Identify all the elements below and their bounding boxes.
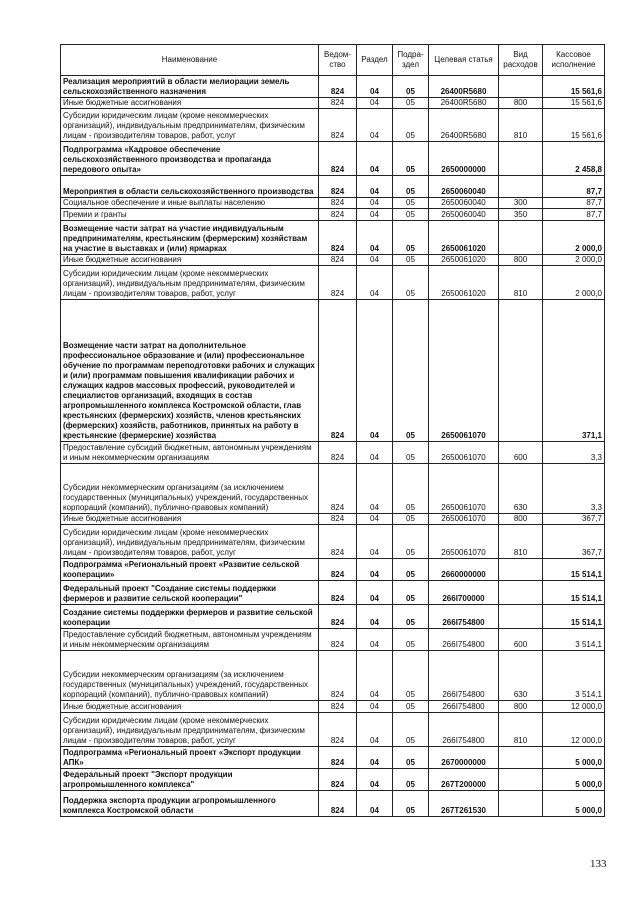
row-razdel-cell: 04 xyxy=(357,176,393,198)
row-vid-raskhodov-cell: 600 xyxy=(499,442,543,464)
row-summa-cell: 3,3 xyxy=(543,464,605,514)
row-name-cell: Субсидии юридическим лицам (кроме некоммерческих организаций), индивидуальным предпринимателям, физическим лицам - производителям товаров, работ, услуг xyxy=(61,525,319,559)
row-vedomstvo-cell: 824 xyxy=(319,559,357,581)
row-vid-raskhodov-cell xyxy=(499,581,543,605)
row-tselevaya-statya-cell: 2650061070 xyxy=(429,464,499,514)
row-podrazdel-cell: 05 xyxy=(393,76,429,98)
row-podrazdel-cell: 05 xyxy=(393,629,429,651)
row-podrazdel-cell: 05 xyxy=(393,701,429,713)
row-vid-raskhodov-cell: 800 xyxy=(499,701,543,713)
row-tselevaya-statya-cell: 2650061020 xyxy=(429,255,499,266)
row-summa-cell: 5 000,0 xyxy=(543,791,605,817)
row-name-cell: Субсидии юридическим лицам (кроме некоммерческих организаций), индивидуальным предпринимателям, физическим лицам - производителям товаров, работ, услуг xyxy=(61,713,319,747)
row-razdel-cell: 04 xyxy=(357,605,393,629)
row-vid-raskhodov-cell: 800 xyxy=(499,514,543,525)
row-podrazdel-cell: 05 xyxy=(393,142,429,176)
row-podrazdel-cell: 05 xyxy=(393,255,429,266)
table-header-row xyxy=(61,45,605,76)
header-vid-raskhodov: Вид расходов xyxy=(499,45,543,76)
table-row xyxy=(61,514,605,525)
table-row xyxy=(61,464,605,514)
row-name-cell: Иные бюджетные ассигнования xyxy=(61,514,319,525)
row-razdel-cell: 04 xyxy=(357,255,393,266)
row-summa-cell: 87,7 xyxy=(543,176,605,198)
row-razdel-cell: 04 xyxy=(357,142,393,176)
row-vid-raskhodov-cell: 630 xyxy=(499,464,543,514)
row-podrazdel-cell: 05 xyxy=(393,221,429,255)
row-summa-cell: 367,7 xyxy=(543,514,605,525)
row-name-cell: Субсидии юридическим лицам (кроме некоммерческих организаций), индивидуальным предпринимателям, физическим лицам - производителям товаров, работ, услуг xyxy=(61,266,319,300)
table-row xyxy=(61,300,605,442)
row-summa-cell: 87,7 xyxy=(543,209,605,221)
row-podrazdel-cell: 05 xyxy=(393,266,429,300)
row-vedomstvo-cell: 824 xyxy=(319,255,357,266)
row-tselevaya-statya-cell: 266I754800 xyxy=(429,713,499,747)
row-razdel-cell: 04 xyxy=(357,651,393,701)
row-summa-cell: 367,7 xyxy=(543,525,605,559)
row-name-cell: Иные бюджетные ассигнования xyxy=(61,701,319,713)
row-vid-raskhodov-cell: 810 xyxy=(499,525,543,559)
row-vid-raskhodov-cell: 810 xyxy=(499,713,543,747)
table-body xyxy=(61,76,605,817)
table-row xyxy=(61,747,605,769)
row-name-cell: Субсидии юридическим лицам (кроме некоммерческих организаций), индивидуальным предпринимателям, физическим лицам - производителям товаров, работ, услуг xyxy=(61,109,319,142)
row-summa-cell: 5 000,0 xyxy=(543,747,605,769)
row-name-cell: Мероприятия в области сельскохозяйственного производства xyxy=(61,176,319,198)
row-razdel-cell: 04 xyxy=(357,76,393,98)
row-vedomstvo-cell: 824 xyxy=(319,769,357,791)
table-row xyxy=(61,713,605,747)
row-tselevaya-statya-cell: 2650060040 xyxy=(429,209,499,221)
row-summa-cell: 12 000,0 xyxy=(543,701,605,713)
row-podrazdel-cell: 05 xyxy=(393,464,429,514)
row-vedomstvo-cell: 824 xyxy=(319,209,357,221)
row-vedomstvo-cell: 824 xyxy=(319,266,357,300)
row-name-cell: Подпрограмма «Региональный проект «Развитие сельской кооперации» xyxy=(61,559,319,581)
row-name-cell: Предоставление субсидий бюджетным, автономным учреждениям и иным некоммерческим организациям xyxy=(61,629,319,651)
row-vedomstvo-cell: 824 xyxy=(319,109,357,142)
table-row xyxy=(61,525,605,559)
row-summa-cell: 2 000,0 xyxy=(543,221,605,255)
row-summa-cell: 3 514,1 xyxy=(543,651,605,701)
row-summa-cell: 3,3 xyxy=(543,442,605,464)
table-row xyxy=(61,769,605,791)
row-tselevaya-statya-cell: 267T200000 xyxy=(429,769,499,791)
row-vedomstvo-cell: 824 xyxy=(319,98,357,109)
row-summa-cell: 87,7 xyxy=(543,198,605,209)
budget-table-page xyxy=(60,44,604,817)
row-tselevaya-statya-cell: 26400R5680 xyxy=(429,98,499,109)
row-razdel-cell: 04 xyxy=(357,221,393,255)
table-row xyxy=(61,266,605,300)
row-podrazdel-cell: 05 xyxy=(393,525,429,559)
row-name-cell: Возмещение части затрат на дополнительное профессиональное образование и (или) профессиональное обучение по программам переподготовки рабочих и служащих и (или) программам повышения квалификации рабочих и служащих кадров массовых профессий, руководителей и специалистов организаций, входящих в состав агропромышленного комплекса Костромской области, глав крестьянских (фермерских) хозяйств, членов крестьянских (фермерских) хозяйств, работников, принятых на работу в крестьянские (фермерские) хозяйства xyxy=(61,300,319,442)
row-name-cell: Премии и гранты xyxy=(61,209,319,221)
row-name-cell: Субсидии некоммерческим организациям (за исключением государственных (муниципальных) учреждений, государственных корпораций (компаний), публично-правовых компаний) xyxy=(61,651,319,701)
row-podrazdel-cell: 05 xyxy=(393,98,429,109)
row-name-cell: Поддержка экспорта продукции агропромышленного комплекса Костромской области xyxy=(61,791,319,817)
row-vid-raskhodov-cell: 600 xyxy=(499,629,543,651)
row-vid-raskhodov-cell xyxy=(499,300,543,442)
row-vid-raskhodov-cell xyxy=(499,747,543,769)
table-row xyxy=(61,221,605,255)
row-vid-raskhodov-cell xyxy=(499,176,543,198)
row-name-cell: Предоставление субсидий бюджетным, автономным учреждениям и иным некоммерческим организациям xyxy=(61,442,319,464)
row-vid-raskhodov-cell: 800 xyxy=(499,255,543,266)
row-vid-raskhodov-cell: 800 xyxy=(499,98,543,109)
row-vedomstvo-cell: 824 xyxy=(319,176,357,198)
row-vedomstvo-cell: 824 xyxy=(319,629,357,651)
table-row xyxy=(61,629,605,651)
table-row xyxy=(61,76,605,98)
row-razdel-cell: 04 xyxy=(357,266,393,300)
row-razdel-cell: 04 xyxy=(357,559,393,581)
row-vedomstvo-cell: 824 xyxy=(319,581,357,605)
row-razdel-cell: 04 xyxy=(357,791,393,817)
row-summa-cell: 15 561,6 xyxy=(543,76,605,98)
table-row xyxy=(61,109,605,142)
row-vedomstvo-cell: 824 xyxy=(319,514,357,525)
row-razdel-cell: 04 xyxy=(357,769,393,791)
row-vid-raskhodov-cell xyxy=(499,142,543,176)
page-number: 133 xyxy=(590,858,607,870)
row-podrazdel-cell: 05 xyxy=(393,581,429,605)
row-tselevaya-statya-cell: 2650061070 xyxy=(429,300,499,442)
row-tselevaya-statya-cell: 2650061020 xyxy=(429,266,499,300)
row-vedomstvo-cell: 824 xyxy=(319,142,357,176)
row-vid-raskhodov-cell xyxy=(499,76,543,98)
row-vedomstvo-cell: 824 xyxy=(319,605,357,629)
row-podrazdel-cell: 05 xyxy=(393,514,429,525)
row-name-cell: Социальное обеспечение и иные выплаты населению xyxy=(61,198,319,209)
row-tselevaya-statya-cell: 266I754800 xyxy=(429,701,499,713)
row-podrazdel-cell: 05 xyxy=(393,176,429,198)
row-razdel-cell: 04 xyxy=(357,581,393,605)
row-podrazdel-cell: 05 xyxy=(393,769,429,791)
row-podrazdel-cell: 05 xyxy=(393,651,429,701)
table-row xyxy=(61,701,605,713)
row-name-cell: Реализация мероприятий в области мелиорации земель сельскохозяйственного назначения xyxy=(61,76,319,98)
row-razdel-cell: 04 xyxy=(357,514,393,525)
row-vid-raskhodov-cell: 300 xyxy=(499,198,543,209)
table-row xyxy=(61,142,605,176)
row-tselevaya-statya-cell: 2650060040 xyxy=(429,176,499,198)
row-razdel-cell: 04 xyxy=(357,109,393,142)
row-podrazdel-cell: 05 xyxy=(393,747,429,769)
row-vedomstvo-cell: 824 xyxy=(319,76,357,98)
table-row xyxy=(61,209,605,221)
row-summa-cell: 2 000,0 xyxy=(543,266,605,300)
row-tselevaya-statya-cell: 266I754800 xyxy=(429,605,499,629)
row-name-cell: Субсидии некоммерческим организациям (за исключением государственных (муниципальных) учреждений, государственных корпораций (компаний), публично-правовых компаний) xyxy=(61,464,319,514)
row-vedomstvo-cell: 824 xyxy=(319,747,357,769)
table-row xyxy=(61,442,605,464)
row-podrazdel-cell: 05 xyxy=(393,209,429,221)
row-tselevaya-statya-cell: 2650061070 xyxy=(429,514,499,525)
row-name-cell: Иные бюджетные ассигнования xyxy=(61,98,319,109)
table-row xyxy=(61,651,605,701)
row-vid-raskhodov-cell xyxy=(499,769,543,791)
row-podrazdel-cell: 05 xyxy=(393,559,429,581)
budget-table xyxy=(60,44,605,817)
row-name-cell: Создание системы поддержки фермеров и развитие сельской кооперации xyxy=(61,605,319,629)
table-row xyxy=(61,581,605,605)
row-vedomstvo-cell: 824 xyxy=(319,651,357,701)
row-name-cell: Возмещение части затрат на участие индивидуальным предпринимателям, крестьянским (фермерским) хозяйствам на участие в выставках и (или) ярмарках xyxy=(61,221,319,255)
row-razdel-cell: 04 xyxy=(357,701,393,713)
row-tselevaya-statya-cell: 266I754800 xyxy=(429,651,499,701)
row-vedomstvo-cell: 824 xyxy=(319,791,357,817)
row-vid-raskhodov-cell xyxy=(499,791,543,817)
row-podrazdel-cell: 05 xyxy=(393,442,429,464)
table-row xyxy=(61,198,605,209)
row-podrazdel-cell: 05 xyxy=(393,605,429,629)
row-vid-raskhodov-cell xyxy=(499,559,543,581)
row-razdel-cell: 04 xyxy=(357,209,393,221)
row-tselevaya-statya-cell: 2650061070 xyxy=(429,525,499,559)
row-podrazdel-cell: 05 xyxy=(393,198,429,209)
row-vid-raskhodov-cell xyxy=(499,605,543,629)
row-tselevaya-statya-cell: 26400R5680 xyxy=(429,109,499,142)
header-name: Наименование xyxy=(61,45,319,76)
row-summa-cell: 12 000,0 xyxy=(543,713,605,747)
row-summa-cell: 15 561,6 xyxy=(543,109,605,142)
header-kassovoe-ispolnenie: Кассовое исполнение xyxy=(543,45,605,76)
row-vedomstvo-cell: 824 xyxy=(319,221,357,255)
header-vedomstvo: Ведом-ство xyxy=(319,45,357,76)
row-name-cell: Подпрограмма «Региональный проект «Экспорт продукции АПК» xyxy=(61,747,319,769)
row-summa-cell: 2 000,0 xyxy=(543,255,605,266)
row-razdel-cell: 04 xyxy=(357,442,393,464)
row-vid-raskhodov-cell: 630 xyxy=(499,651,543,701)
row-tselevaya-statya-cell: 26400R5680 xyxy=(429,76,499,98)
row-tselevaya-statya-cell: 267T261530 xyxy=(429,791,499,817)
row-vedomstvo-cell: 824 xyxy=(319,442,357,464)
row-name-cell: Федеральный проект "Экспорт продукции агропромышленного комплекса" xyxy=(61,769,319,791)
row-tselevaya-statya-cell: 2670000000 xyxy=(429,747,499,769)
row-razdel-cell: 04 xyxy=(357,464,393,514)
header-podrazdel: Подра-здел xyxy=(393,45,429,76)
row-name-cell: Федеральный проект "Создание системы поддержки фермеров и развитие сельской кооперации" xyxy=(61,581,319,605)
header-tselevaya-statya: Целевая статья xyxy=(429,45,499,76)
table-row xyxy=(61,176,605,198)
row-summa-cell: 2 458,8 xyxy=(543,142,605,176)
table-row xyxy=(61,791,605,817)
row-tselevaya-statya-cell: 266I700000 xyxy=(429,581,499,605)
row-vedomstvo-cell: 824 xyxy=(319,701,357,713)
row-razdel-cell: 04 xyxy=(357,98,393,109)
row-tselevaya-statya-cell: 2650061070 xyxy=(429,442,499,464)
row-vid-raskhodov-cell: 810 xyxy=(499,266,543,300)
row-vid-raskhodov-cell xyxy=(499,221,543,255)
row-summa-cell: 15 514,1 xyxy=(543,559,605,581)
header-razdel: Раздел xyxy=(357,45,393,76)
row-summa-cell: 5 000,0 xyxy=(543,769,605,791)
row-vedomstvo-cell: 824 xyxy=(319,525,357,559)
table-row xyxy=(61,605,605,629)
row-tselevaya-statya-cell: 2650061020 xyxy=(429,221,499,255)
row-summa-cell: 15 514,1 xyxy=(543,605,605,629)
row-razdel-cell: 04 xyxy=(357,747,393,769)
row-tselevaya-statya-cell: 2660000000 xyxy=(429,559,499,581)
row-vid-raskhodov-cell: 810 xyxy=(499,109,543,142)
row-vedomstvo-cell: 824 xyxy=(319,713,357,747)
row-summa-cell: 371,1 xyxy=(543,300,605,442)
row-summa-cell: 15 514,1 xyxy=(543,581,605,605)
row-tselevaya-statya-cell: 2650060040 xyxy=(429,198,499,209)
row-tselevaya-statya-cell: 2650000000 xyxy=(429,142,499,176)
row-vedomstvo-cell: 824 xyxy=(319,300,357,442)
table-row xyxy=(61,559,605,581)
row-vedomstvo-cell: 824 xyxy=(319,198,357,209)
row-vid-raskhodov-cell: 350 xyxy=(499,209,543,221)
table-row xyxy=(61,255,605,266)
row-podrazdel-cell: 05 xyxy=(393,300,429,442)
row-name-cell: Иные бюджетные ассигнования xyxy=(61,255,319,266)
row-summa-cell: 15 561,6 xyxy=(543,98,605,109)
row-name-cell: Подпрограмма «Кадровое обеспечение сельскохозяйственного производства и пропаганда передового опыта» xyxy=(61,142,319,176)
row-podrazdel-cell: 05 xyxy=(393,109,429,142)
table-row xyxy=(61,98,605,109)
row-tselevaya-statya-cell: 266I754800 xyxy=(429,629,499,651)
row-vedomstvo-cell: 824 xyxy=(319,464,357,514)
row-razdel-cell: 04 xyxy=(357,629,393,651)
row-podrazdel-cell: 05 xyxy=(393,791,429,817)
row-razdel-cell: 04 xyxy=(357,300,393,442)
row-razdel-cell: 04 xyxy=(357,713,393,747)
row-podrazdel-cell: 05 xyxy=(393,713,429,747)
row-razdel-cell: 04 xyxy=(357,198,393,209)
row-razdel-cell: 04 xyxy=(357,525,393,559)
row-summa-cell: 3 514,1 xyxy=(543,629,605,651)
